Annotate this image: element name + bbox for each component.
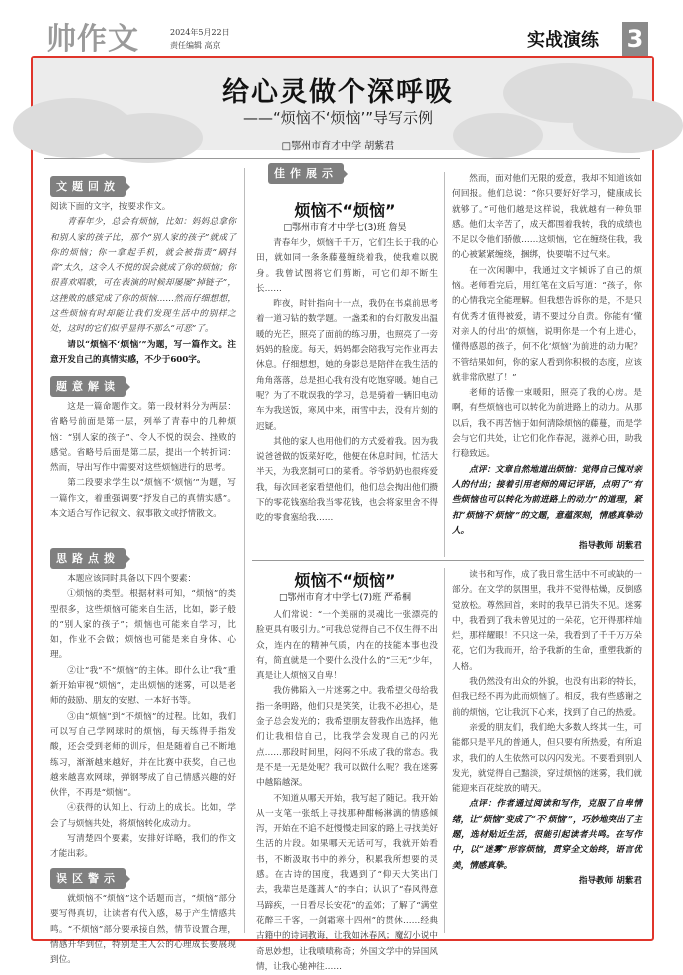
section-number: 3 [622,22,648,56]
ideas-p3: ③由“烦恼”到“不烦恼”的过程。比如，我们可以写自己学网球时的烦恼，每天练得手指发酸，还会受到老师的训斥，但是随着自己不断地练习，渐渐越来越好，并在比赛中获奖，自己也越来越喜欢网球，弹钢琴成了自己情感兴趣的好伙伴，不再是“烦恼”。 [50,711,236,799]
essay2-p3: 不知道从哪天开始，我写起了随记。我开始从一支笔一张纸上寻找那种酣畅淋漓的情感倾泻，开始在不追不赶慢慢走回家的路上寻找美好生活的片段。如果哪天无话可写，我就开始看书，不断汲取书中的养分，积累我所想要的灵感。在古诗的国度，我遇到了“仰天大笑出门去，我辈岂是蓬蒿人”的李白；认识了“春风得意马蹄疾，一日看尽长安花”的孟郊；了解了“满堂花醉三千客，一剑霜寒十四州”的贯休……经典古籍中的诗词教诲，让我如沐春风；魔幻小说中奇思妙想，让我啧啧称奇；外国文学中的异国风情，让我心驰神往…… [256,793,438,972]
essay2-p2: 我仿佛陷入一片迷雾之中。我希望父母给我指一条明路，他们只是笑笑，让我不必担心，是金子总会发光的；我希望朋友替我作出选择，他们让我相信自己，比我学会发现自己的闪光点……那段时间里，闷闷不乐成了我的常态。我是不是一无是处呢？我可以做什么呢？我在迷雾中越陷越深。 [256,686,438,789]
masthead-logo: 帅作文 [46,22,139,57]
ideas-section [50,572,236,864]
section-badge-pitfalls: 误区警示 [50,868,126,889]
header-divider [44,158,640,159]
essay1-p1: 青春年少，烦恼千千万，它们生长于我的心田，就如同一条条藤蔓缠绕着我，使我难以脱身。我曾试图将它们剪断，可它们却不断生长…… [256,238,438,294]
page-subtitle: ——“烦恼不‘烦恼’”导写示例 [242,109,434,127]
column-divider [444,172,445,557]
essay1-p3: 其他的家人也用他们的方式爱着我。因为我说爸爸做的饭菜好吃，他便在休息时间，忙活大半天，为我烹制可口的菜肴。爷爷奶奶也很疼爱我，每次回老家看望他们，他们总会掏出他们攒下的零花钱塞给我当零花钱，也会将家里舍不得吃的零食塞给我…… [256,436,438,524]
topic-quote: 青春年少，总会有烦恼，比如：妈妈总拿你和别人家的孩子比，那个“别人家的孩子”就成了你的烦恼；你一拿起手机，就会被指责“刷抖音”太久，这令人不悦的误会就成了你的烦恼；你很喜欢唱歌，可在表演的时候却屡屡“掉链子”，这挫败的感觉成了你的烦恼……然而仔细想想，这些烦恼有时却能让我们发现生活中的别样之处，这时的它们似乎显得不那么“可恶”了。 [50,217,236,335]
analysis-p2: 第二段要求学生以“烦恼不‘烦恼’”为题，写一篇作文，着重强调要“抒发自己的真情实感”。本文适合写作记叙文、叙事散文或抒情散文。 [50,478,236,520]
essay2-title: 烦恼不“烦恼” [294,571,396,590]
column-divider [444,568,445,933]
column-divider [244,168,245,933]
essay2-p6: 亲爱的朋友们，我们绝大多数人终其一生，可能都只是平凡的普通人，但只要有所热爱，有所追求，我们的人生依然可以闪闪发光。不要看到别人发光，就觉得自己黯淡，穿过烦恼的迷雾，我们就能迎来百花绽放的晴天。 [452,722,642,795]
section-badge-ideas: 思路点拨 [50,548,126,569]
essay1-p2: 昨夜，时针指向十一点，我仍在书桌前思考着一道习钻的数学题。一盏柔和的台灯散发出温暖的光芒，照亮了面前的练习册，也照亮了一旁妈妈的脸庞。每天，妈妈都会陪我写完作业再去休息。仔细想想，她的身影总是陪伴在我生活的角角落落，总是担心我有没有吃饱穿暖。她自己呢？为了不耽误我的学习，总是骑着一辆旧电动车为我送饭，寒风中来，雨雪中去，没有片刻的迟疑。 [256,299,438,432]
pitfalls-p1: 就烦恼不“烦恼”这个话题而言，“烦恼”部分要写得真切，让读者有代入感，易于产生情感共鸣。“不烦恼”部分要承接自然，情节设置合理，情感升华到位，特别是主人公的心理成长要展现到位。 [50,894,236,966]
essay2-signature: 指导教师 胡紫君 [578,875,642,886]
section-badge-analysis: 题意解读 [50,376,126,397]
ideas-p5: 写清楚四个要素，安排好详略，我们的作文才能出彩。 [50,834,236,860]
essay2-comment: 点评：作者通过阅读和写作，克服了自卑情绪，让“烦恼”变成了“不‘烦恼’”，巧妙地突出了主题，选材贴近生活，很能引起读者共鸣。在写作中，以“迷雾”形容烦恼，贯穿全文始终，语言优美，情感真挚。 [452,799,642,871]
essay2-body-a [256,608,438,972]
topic-intro: 阅读下面的文字，按要求作文。 [50,202,171,212]
essay1-p5: 在一次闲聊中，我通过文字倾诉了自己的烦恼。老师看完后，用红笔在文后写道：“孩子，你的心情我完全能理解。但我想告诉你的是，不是只有优秀才值得被爱，请不要过分自责。你能有‘懂对亲人的付出’的烦恼，说明你是一个有上进心，懂得感恩的孩子，何不化‘烦恼’为前进的动力呢？不管结果如何，你的家人看到你积极的态度，应该就非常欣慰了！” [452,265,642,383]
analysis-p1: 这是一篇命题作文。第一段材料分为两层：省略号前面是第一层，列举了青春中的几种烦恼：“别人家的孩子”、令人不悦的误会、挫败的感觉。省略号后面是第二层，提出一个转折词：然而，导出写作中需要对这些烦恼进行的思考。 [50,402,236,474]
essay2-p1: 人们常说：“一个美丽的灵魂比一张漂亮的脸更具有吸引力。”可我总觉得自己不仅生得不出众，连内在的精神气质，内在的技能本事也没有，简直就是一个要什么没什么的“三无”少年，真是让人烦恼又自卑！ [256,610,438,682]
masthead [0,0,676,56]
guide-author: □鄂州市育才中学 胡紫君 [281,141,395,152]
essay1-title: 烦恼不“烦恼” [294,201,396,220]
page-title: 给心灵做个深呼吸 [222,77,454,108]
ideas-intro: 本题应该同时具备以下四个要素： [67,574,197,584]
essay1-body-b [452,172,642,558]
essay1-signature: 指导教师 胡紫君 [578,541,642,552]
ideas-p4: ④获得的认知上、行动上的成长。比如，学会了与烦恼共处，将烦恼转化成动力。 [50,803,236,829]
ideas-p1: ①烦恼的类型。根据材料可知，“烦恼”的类型很多，这些烦恼可能来自生活，比如，影子般的“别人家的孩子”；烦恼也可能来自学习，比如，作业不会做；烦恼也可能是来自身体、心理。 [50,589,236,661]
essay2-body-b [452,568,642,936]
ideas-p2: ②让“我”不“烦恼”的主体。即什么让“我”重新开始审视“烦恼”，走出烦恼的迷雾，可以是老师的鼓励、朋友的安慰、一本好书等。 [50,665,236,707]
topic-section [50,200,236,365]
responsible-editor: 责任编辑 高京 [170,41,221,50]
essay2-p4: 读书和写作，成了我日常生活中不可或缺的一部分。在文学的氛围里，我并不觉得枯燥，反倒感觉放松。尊然回首，来时的我早已消失不见。迷雾中，我看到了我未曾见过的一朵花，它开得那样灿烂，那样耀眼！不只这一朵，我看到了千千万万朵花，它们为我而开，给予我新的生命，重塑我新的人格。 [452,570,642,672]
topic-task: 请以“烦恼不‘烦恼’”为题，写一篇作文。注意开发自己的真情实感，不少于600字。 [50,339,236,365]
essay1-comment: 点评：文章自然地道出烦恼：觉得自己愧对亲人的付出；接着引用老师的周记评语，点明了“有些烦恼也可以转化为前进路上的动力”的道理，紧扣“烦恼不‘烦恼’”的文题，意蕴深刻，情感真挚动人。 [452,464,642,536]
essay2-p5: 我仍然没有出众的外貌，也没有出彩的特长，但我已经不再为此而烦恼了。相反，我有些感谢之前的烦恼，它让我沉下心来，找到了自己的热爱。 [452,677,642,718]
section-title: 实战演练 [527,30,599,51]
essay1-author: □鄂州市育才中学七(3)班 詹昊 [283,223,407,233]
pitfalls-section [50,892,236,966]
essay-divider [252,560,644,561]
essay1-p6: 老师的话像一束暖阳，照亮了我的心房。是啊，有些烦恼也可以转化为前进路上的动力。从那以后，我不再苦恼于如何清除烦恼的藤蔓，而是学会与它们共处，让它们化作春泥，滋养心田，助我行稳致远。 [452,388,642,460]
publish-date: 2024年5月22日 [170,28,230,37]
section-badge-showcase: 佳作展示 [268,163,344,184]
analysis-section [50,400,236,548]
essay1-p4: 然而，面对他们无限的爱意，我却不知道该如何回报。他们总说：“你只要好好学习，健康成长就够了。”可他们越是这样说，我就越有一种负罪感。他们太辛苦了，成天都围着我转，我的成绩也不足以令他们骄傲……这烦恼，它在缠绕住我，我的心被紧紧缠绕，捆绑，快要喘不过气来。 [452,174,642,261]
essay1-body-a [256,236,438,554]
section-badge-topic: 文题回放 [50,176,126,197]
essay2-author: □鄂州市育才中学七(7)班 严希桐 [278,593,412,603]
